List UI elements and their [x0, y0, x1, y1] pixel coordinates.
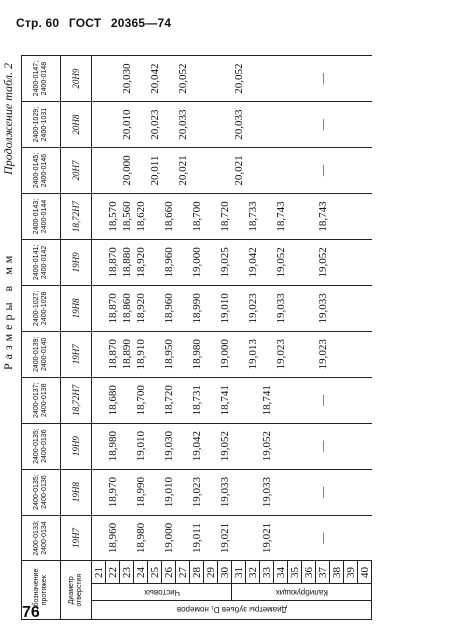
cell-value — [302, 469, 316, 515]
cell-value: 18,743 — [316, 194, 330, 240]
cell-value — [274, 56, 288, 102]
cell-value: 20,052 — [232, 56, 246, 102]
table-row — [316, 56, 330, 620]
column-codes-9: 2400-1029; 2400-1031 — [22, 102, 61, 148]
cell-value: 18,741 — [218, 377, 232, 423]
cell-value: 19,030 — [162, 423, 176, 469]
cell-value — [92, 515, 106, 561]
cell-value — [302, 239, 316, 285]
row-number: 31 — [232, 561, 246, 584]
table-row — [204, 56, 218, 620]
row-number: 25 — [148, 561, 162, 584]
cell-value — [232, 423, 246, 469]
table-row — [246, 56, 260, 620]
table-row — [260, 56, 274, 620]
cell-value: 18,741 — [260, 377, 274, 423]
column-fit-7: 18,72H7 — [61, 194, 92, 240]
table-row — [232, 56, 246, 620]
cell-value — [330, 285, 344, 331]
cell-value — [232, 194, 246, 240]
cell-value — [344, 469, 358, 515]
cell-value — [330, 56, 344, 102]
cell-value — [288, 148, 302, 194]
cell-value — [148, 194, 162, 240]
cell-value — [302, 423, 316, 469]
cell-value — [330, 194, 344, 240]
group-calibrating-label: Калибрующих — [232, 584, 372, 601]
column-fit-3: 18,72H7 — [61, 377, 92, 423]
cell-value — [134, 148, 148, 194]
row-number: 23 — [120, 561, 134, 584]
cell-value: 20,010 — [120, 102, 134, 148]
cell-value — [218, 56, 232, 102]
cell-value — [92, 102, 106, 148]
cell-value — [204, 469, 218, 515]
cell-value — [358, 102, 372, 148]
cell-value — [176, 515, 190, 561]
cell-value — [218, 148, 232, 194]
cell-value — [232, 469, 246, 515]
cell-value — [148, 423, 162, 469]
cell-value: 19,021 — [218, 515, 232, 561]
page-folio: 76 — [22, 604, 40, 621]
cell-value — [162, 102, 176, 148]
dimensions-caption: Размеры в мм — [1, 251, 15, 370]
cell-value — [106, 56, 120, 102]
cell-value — [176, 377, 190, 423]
cell-value — [120, 469, 134, 515]
cell-value — [330, 423, 344, 469]
cell-value — [204, 331, 218, 377]
cell-value — [246, 148, 260, 194]
cell-value: 18,870 — [106, 331, 120, 377]
cell-value: 20,021 — [176, 148, 190, 194]
cell-value: 18,870 — [106, 239, 120, 285]
cell-value — [148, 469, 162, 515]
cell-value — [260, 102, 274, 148]
cell-value — [344, 194, 358, 240]
cell-value — [232, 285, 246, 331]
column-fit-6: 19H9 — [61, 239, 92, 285]
cell-value — [120, 515, 134, 561]
cell-value — [260, 239, 274, 285]
cell-value: 18,860 — [120, 285, 134, 331]
cell-value — [120, 377, 134, 423]
column-codes-6: 2400-0141; 2400-0142 — [22, 239, 61, 285]
cell-value — [190, 148, 204, 194]
column-codes-4: 2400-0139; 2400-0140 — [22, 331, 61, 377]
table-row — [162, 56, 176, 620]
cell-value — [246, 515, 260, 561]
cell-value — [330, 515, 344, 561]
cell-value — [358, 239, 372, 285]
gost-label: ГОСТ — [68, 16, 102, 30]
cell-value: 20,011 — [148, 148, 162, 194]
cell-value — [288, 469, 302, 515]
cell-value: — — [316, 148, 330, 194]
cell-value — [344, 102, 358, 148]
table-row — [148, 56, 162, 620]
cell-value: 18,950 — [162, 331, 176, 377]
hole-diameter-header: Диаметр отверстия — [61, 561, 92, 620]
table-row — [106, 56, 120, 620]
cell-value — [134, 56, 148, 102]
cell-value: — — [316, 423, 330, 469]
cell-value — [92, 423, 106, 469]
cell-value — [176, 239, 190, 285]
cell-value — [246, 423, 260, 469]
cell-value — [344, 331, 358, 377]
row-number: 34 — [274, 561, 288, 584]
cell-value — [288, 102, 302, 148]
cell-value — [344, 56, 358, 102]
cell-value: 19,042 — [246, 239, 260, 285]
cell-value — [344, 148, 358, 194]
cell-value — [302, 148, 316, 194]
table-row — [218, 56, 232, 620]
column-codes-0: 2400-0133; 2400-0134 — [22, 515, 61, 561]
cell-value — [358, 194, 372, 240]
cell-value — [232, 377, 246, 423]
cell-value — [302, 194, 316, 240]
row-number: 24 — [134, 561, 148, 584]
cell-value: 20,033 — [232, 102, 246, 148]
row-number: 29 — [204, 561, 218, 584]
row-number: 36 — [302, 561, 316, 584]
cell-value — [106, 102, 120, 148]
row-number: 21 — [92, 561, 106, 584]
designation-header: Обозначение протяжек — [22, 561, 61, 620]
cell-value — [204, 102, 218, 148]
cell-value — [246, 56, 260, 102]
cell-value: 18,960 — [162, 285, 176, 331]
column-fit-2: 19H9 — [61, 423, 92, 469]
row-number: 28 — [190, 561, 204, 584]
row-number: 27 — [176, 561, 190, 584]
cell-value: 19,011 — [190, 515, 204, 561]
cell-value — [162, 56, 176, 102]
cell-value: 18,890 — [120, 331, 134, 377]
cell-value — [288, 285, 302, 331]
cell-value — [148, 377, 162, 423]
cell-value: 18,920 — [134, 239, 148, 285]
cell-value: — — [316, 515, 330, 561]
cell-value — [232, 239, 246, 285]
cell-value: 19,033 — [316, 285, 330, 331]
cell-value: 19,010 — [218, 285, 232, 331]
cell-value: 18,870 — [106, 285, 120, 331]
cell-value — [358, 56, 372, 102]
cell-value: 20,052 — [176, 56, 190, 102]
cell-value: 18,743 — [274, 194, 288, 240]
column-codes-3: 2400-0137; 2400-0138 — [22, 377, 61, 423]
cell-value — [218, 102, 232, 148]
cell-value — [330, 148, 344, 194]
cell-value: — — [316, 469, 330, 515]
table-row — [330, 56, 344, 620]
cell-value: 18,700 — [190, 194, 204, 240]
cell-value: 19,000 — [190, 239, 204, 285]
cell-value — [134, 102, 148, 148]
row-number: 40 — [358, 561, 372, 584]
cell-value: 19,052 — [260, 423, 274, 469]
cell-value: 18,731 — [190, 377, 204, 423]
table-row — [302, 56, 316, 620]
cell-value — [358, 285, 372, 331]
cell-value: 18,980 — [134, 515, 148, 561]
tooth-diameter-side-label: Диаметры зубьев D₁ номеров — [92, 601, 372, 620]
cell-value: 19,023 — [190, 469, 204, 515]
column-fit-1: 19H8 — [61, 469, 92, 515]
cell-value — [288, 239, 302, 285]
cell-value — [288, 423, 302, 469]
cell-value — [260, 285, 274, 331]
cell-value: 19,052 — [218, 423, 232, 469]
table-row — [120, 56, 134, 620]
cell-value — [162, 148, 176, 194]
table-row — [288, 56, 302, 620]
table-row — [176, 56, 190, 620]
cell-value — [92, 194, 106, 240]
column-codes-10: 2400-0147; 2400-0148 — [22, 56, 61, 102]
cell-value: 19,010 — [134, 423, 148, 469]
cell-value — [92, 148, 106, 194]
cell-value: 19,033 — [274, 285, 288, 331]
cell-value — [288, 515, 302, 561]
cell-value — [232, 331, 246, 377]
column-fit-0: 19H7 — [61, 515, 92, 561]
cell-value: 18,990 — [134, 469, 148, 515]
cell-value — [330, 377, 344, 423]
cell-value: 19,000 — [162, 515, 176, 561]
dimensions-table — [21, 55, 372, 620]
row-number: 26 — [162, 561, 176, 584]
column-codes-1: 2400-0135; 2400-0136 — [22, 469, 61, 515]
cell-value: 19,033 — [218, 469, 232, 515]
cell-value: 19,023 — [316, 331, 330, 377]
cell-value: 19,010 — [162, 469, 176, 515]
page-header — [16, 16, 177, 30]
cell-value — [260, 331, 274, 377]
cell-value: 19,021 — [260, 515, 274, 561]
cell-value: 18,960 — [106, 515, 120, 561]
cell-value: 18,560 — [120, 194, 134, 240]
cell-value — [204, 285, 218, 331]
cell-value — [246, 377, 260, 423]
cell-value — [148, 331, 162, 377]
cell-value: 19,052 — [274, 239, 288, 285]
cell-value — [204, 423, 218, 469]
cell-value — [176, 423, 190, 469]
cell-value — [246, 469, 260, 515]
cell-value — [302, 331, 316, 377]
cell-value: 18,910 — [134, 331, 148, 377]
cell-value — [358, 331, 372, 377]
row-number: 38 — [330, 561, 344, 584]
table-continuation-caption: Продолжение табл. 2 — [1, 63, 15, 175]
cell-value: 19,033 — [260, 469, 274, 515]
cell-value — [92, 377, 106, 423]
column-fit-5: 19H8 — [61, 285, 92, 331]
cell-value — [288, 194, 302, 240]
cell-value: 20,000 — [120, 148, 134, 194]
cell-value: 18,980 — [106, 423, 120, 469]
cell-value: 18,680 — [106, 377, 120, 423]
cell-value: 18,970 — [106, 469, 120, 515]
column-fit-10: 20H9 — [61, 56, 92, 102]
cell-value: 18,660 — [162, 194, 176, 240]
cell-value — [358, 515, 372, 561]
cell-value — [302, 56, 316, 102]
cell-value — [274, 469, 288, 515]
cell-value — [92, 56, 106, 102]
cell-value: 19,000 — [218, 331, 232, 377]
cell-value: 20,042 — [148, 56, 162, 102]
cell-value: 19,042 — [190, 423, 204, 469]
column-codes-5: 2400-1027; 2400-1028 — [22, 285, 61, 331]
table-row — [274, 56, 288, 620]
cell-value — [358, 377, 372, 423]
cell-value — [330, 102, 344, 148]
table-row — [134, 56, 148, 620]
cell-value — [92, 285, 106, 331]
row-number: 35 — [288, 561, 302, 584]
cell-value: — — [316, 102, 330, 148]
cell-value — [330, 239, 344, 285]
cell-value — [106, 148, 120, 194]
cell-value — [330, 331, 344, 377]
cell-value — [260, 56, 274, 102]
cell-value: 18,700 — [134, 377, 148, 423]
cell-value — [358, 469, 372, 515]
table-row — [344, 56, 358, 620]
cell-value: 18,720 — [218, 194, 232, 240]
row-number: 37 — [316, 561, 330, 584]
cell-value — [274, 377, 288, 423]
cell-value — [330, 469, 344, 515]
cell-value: 19,013 — [246, 331, 260, 377]
cell-value — [204, 515, 218, 561]
column-codes-2: 2400-0135; 2400-0136 — [22, 423, 61, 469]
cell-value — [148, 285, 162, 331]
cell-value — [176, 285, 190, 331]
cell-value — [344, 515, 358, 561]
rotated-table-frame — [1, 55, 433, 620]
cell-value: 20,030 — [120, 56, 134, 102]
cell-value — [302, 285, 316, 331]
cell-value — [148, 239, 162, 285]
column-fit-4: 19H7 — [61, 331, 92, 377]
cell-value: 19,023 — [246, 285, 260, 331]
cell-value: 18,720 — [162, 377, 176, 423]
cell-value — [358, 423, 372, 469]
gost-number: 20365—74 — [110, 16, 172, 30]
cell-value — [288, 377, 302, 423]
table-row — [92, 56, 106, 620]
cell-value — [260, 148, 274, 194]
cell-value: 18,990 — [190, 285, 204, 331]
table-row — [358, 56, 372, 620]
cell-value: 20,021 — [232, 148, 246, 194]
cell-value — [274, 102, 288, 148]
cell-value — [260, 194, 274, 240]
cell-value: 18,733 — [246, 194, 260, 240]
cell-value — [288, 331, 302, 377]
cell-value — [232, 515, 246, 561]
row-number: 30 — [218, 561, 232, 584]
cell-value — [288, 56, 302, 102]
page-number: Стр. 60 — [16, 16, 60, 30]
row-number: 22 — [106, 561, 120, 584]
row-number: 33 — [260, 561, 274, 584]
column-codes-8: 2400-0145; 2400-0146 — [22, 148, 61, 194]
cell-value — [358, 148, 372, 194]
cell-value — [204, 56, 218, 102]
group-cleaning-label: Чистовых — [92, 584, 232, 601]
cell-value — [120, 423, 134, 469]
cell-value — [204, 377, 218, 423]
cell-value — [274, 148, 288, 194]
column-fit-8: 20H7 — [61, 148, 92, 194]
cell-value: 19,052 — [316, 239, 330, 285]
cell-value — [204, 194, 218, 240]
cell-value: 18,980 — [190, 331, 204, 377]
cell-value — [274, 423, 288, 469]
cell-value: 20,033 — [176, 102, 190, 148]
row-number: 39 — [344, 561, 358, 584]
cell-value — [344, 285, 358, 331]
cell-value — [302, 377, 316, 423]
cell-value: 20,023 — [148, 102, 162, 148]
cell-value — [190, 56, 204, 102]
cell-value — [344, 423, 358, 469]
cell-value — [302, 102, 316, 148]
cell-value — [148, 515, 162, 561]
cell-value: 18,570 — [106, 194, 120, 240]
cell-value: 18,880 — [120, 239, 134, 285]
cell-value — [204, 148, 218, 194]
cell-value — [176, 469, 190, 515]
cell-value — [176, 194, 190, 240]
cell-value — [344, 377, 358, 423]
cell-value: 19,025 — [218, 239, 232, 285]
cell-value: 18,960 — [162, 239, 176, 285]
column-codes-7: 2400-0143; 2400-0144 — [22, 194, 61, 240]
cell-value — [190, 102, 204, 148]
cell-value — [92, 469, 106, 515]
row-number: 32 — [246, 561, 260, 584]
cell-value — [344, 239, 358, 285]
cell-value: — — [316, 56, 330, 102]
cell-value: 19,023 — [274, 331, 288, 377]
table-row — [190, 56, 204, 620]
cell-value — [274, 515, 288, 561]
cell-value — [302, 515, 316, 561]
cell-value — [92, 239, 106, 285]
cell-value — [204, 239, 218, 285]
cell-value: 18,920 — [134, 285, 148, 331]
cell-value — [246, 102, 260, 148]
cell-value: 18,620 — [134, 194, 148, 240]
column-fit-9: 20H8 — [61, 102, 92, 148]
cell-value — [92, 331, 106, 377]
cell-value — [176, 331, 190, 377]
cell-value: — — [316, 377, 330, 423]
